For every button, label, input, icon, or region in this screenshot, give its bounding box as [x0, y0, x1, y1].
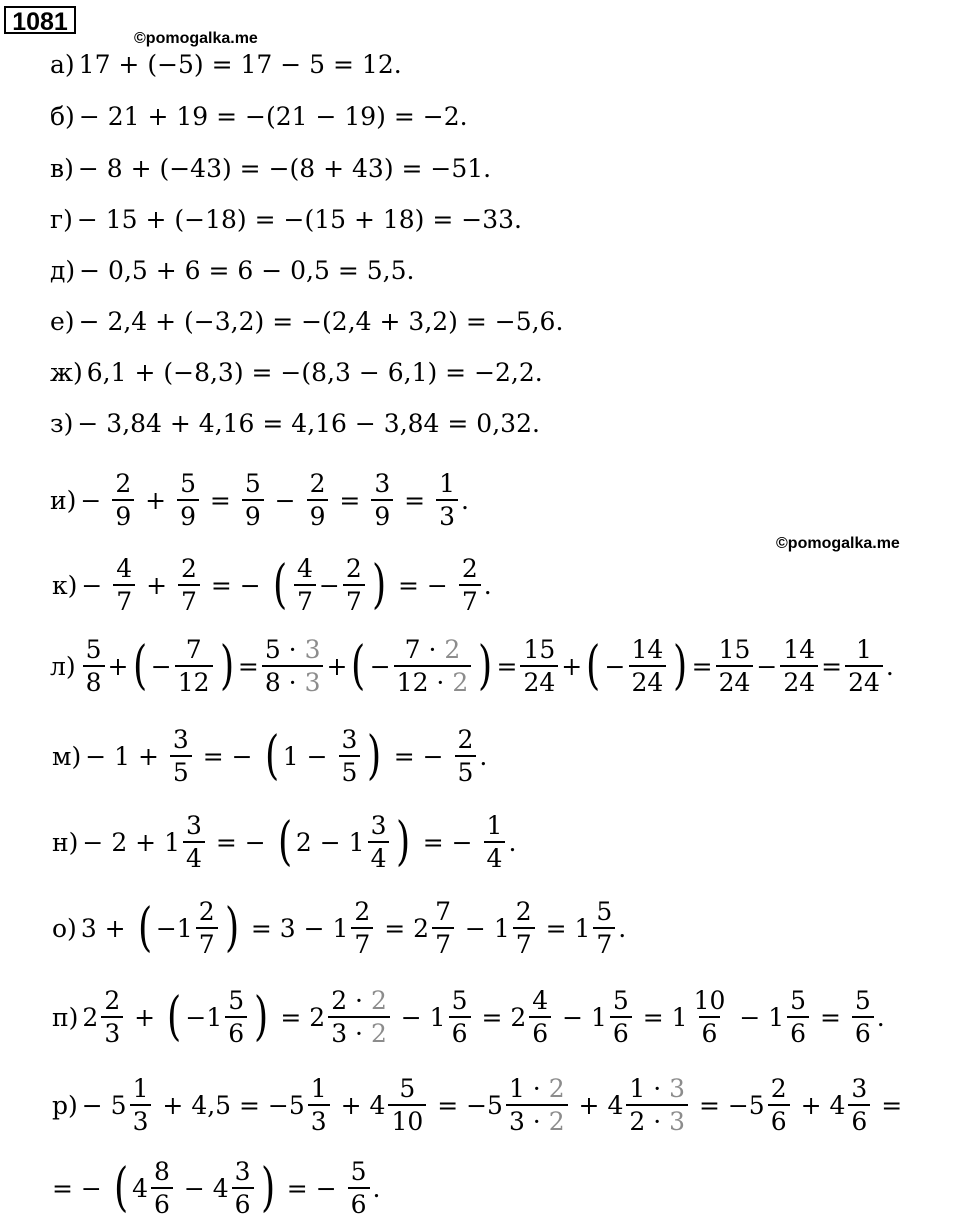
label-k: к) — [52, 570, 78, 600]
solution-i: и) − $\frac{2}{9}$ + $\frac{5}{9}$ = $\frac{5}{9}$ − $\frac{2}{9}$ = $\frac{3}{9}$ = $\frac{1}{3}$ . — [50, 469, 469, 531]
label-zh: ж) — [50, 357, 83, 387]
label-a: а) — [50, 49, 75, 79]
label-d: д) — [50, 255, 76, 285]
solution-m: м) − 1 + $\frac{3}{5}$ = − ( 1 − $\frac{3}{5}$ ) = − $\frac{2}{5}$ . — [52, 725, 488, 787]
solution-n: н) − 2 + 1 $\frac{3}{4}$ = − ( 2 − 1 $\frac{3}{4}$ ) = − $\frac{1}{4}$ . — [52, 811, 517, 873]
problem-number: 1081 — [4, 6, 76, 34]
label-l: л) — [50, 651, 76, 681]
watermark-right: ©pomogalka.me — [776, 535, 900, 552]
expr-g: − 15 + (−18) = −(15 + 18) = −33. — [76, 204, 522, 234]
label-n: н) — [52, 827, 79, 857]
solution-g — [50, 201, 522, 237]
solution-zh — [50, 354, 543, 390]
expr-e: − 2,4 + (−3,2) = −(2,4 + 3,2) = −5,6. — [78, 306, 564, 336]
solution-e — [50, 303, 563, 339]
label-g: г) — [50, 204, 73, 234]
label-o: о) — [52, 913, 77, 943]
solution-o: о) 3 + ( −1 $\frac{2}{7}$ ) = 3 − 1 $\frac{2}{7}$ = 2 $\frac{7}{7}$ − 1 $\frac{2}{7}$ = 1 $\frac{5}{7}$ . — [52, 897, 627, 959]
label-i: и) — [50, 485, 77, 515]
label-p: п) — [52, 1002, 79, 1032]
solution-b — [50, 98, 468, 134]
watermark-top: ©pomogalka.me — [134, 30, 258, 47]
label-e: е) — [50, 306, 75, 336]
solution-l: л) $\frac{5}{8}$ + ( − $\frac{7}{12}$ ) = $\frac{5 \cdot 3}{8 \cdot 3}$ + ( − $\frac{7 \cdot 2}{12 \cdot 2}$ ) = $\frac{15}{24}$ + ( − $\frac{14}{24}$ ) = $\frac{15}{24}$ − $\frac{14}{24}$ = $\frac{1}{24}$ . — [50, 635, 894, 697]
expr-b: − 21 + 19 = −(21 − 19) = −2. — [78, 101, 468, 131]
solution-r: р) − 5 $\frac{1}{3}$ + 4,5 = −5 $\frac{1}{3}$ + 4 $\frac{5}{10}$ = −5 $\frac{1 \cdot 2}{3 \cdot 2}$ + 4 $\frac{1 \cdot 3}{2 \cdot 3}$ = −5 $\frac{2}{6}$ + 4 $\frac{3}{6}$ = — [52, 1074, 903, 1136]
label-m: м) — [52, 741, 82, 771]
label-z: з) — [50, 408, 74, 438]
expr-v: − 8 + (−43) = −(8 + 43) = −51. — [77, 153, 492, 183]
solution-r-continuation: = − ( 4 $\frac{8}{6}$ − 4 $\frac{3}{6}$ ) = − $\frac{5}{6}$ . — [52, 1157, 381, 1219]
label-r: р) — [52, 1090, 78, 1120]
expr-d: − 0,5 + 6 = 6 − 0,5 = 5,5. — [79, 255, 415, 285]
expr-zh: 6,1 + (−8,3) = −(8,3 − 6,1) = −2,2. — [86, 357, 543, 387]
expr-a: 17 + (−5) = 17 − 5 = 12. — [78, 49, 402, 79]
solution-p: п) 2 $\frac{2}{3}$ + ( −1 $\frac{5}{6}$ ) = 2 $\frac{2 \cdot 2}{3 \cdot 2}$ − 1 $\frac{5}{6}$ = 2 $\frac{4}{6}$ − 1 $\frac{5}{6}$ = 1 $\frac{10}{6}$ − 1 $\frac{5}{6}$ = $\frac{5}{6}$ . — [52, 986, 885, 1048]
solution-a — [50, 46, 402, 82]
solution-z — [50, 405, 540, 441]
solution-k: к) − $\frac{4}{7}$ + $\frac{2}{7}$ = − ( $\frac{4}{7}$ − $\frac{2}{7}$ ) = − $\frac{2}{7}$ . — [52, 554, 492, 616]
solution-d — [50, 252, 414, 288]
expr-z: − 3,84 + 4,16 = 4,16 − 3,84 = 0,32. — [77, 408, 540, 438]
label-v: в) — [50, 153, 74, 183]
label-b: б) — [50, 101, 75, 131]
solution-v — [50, 150, 491, 186]
